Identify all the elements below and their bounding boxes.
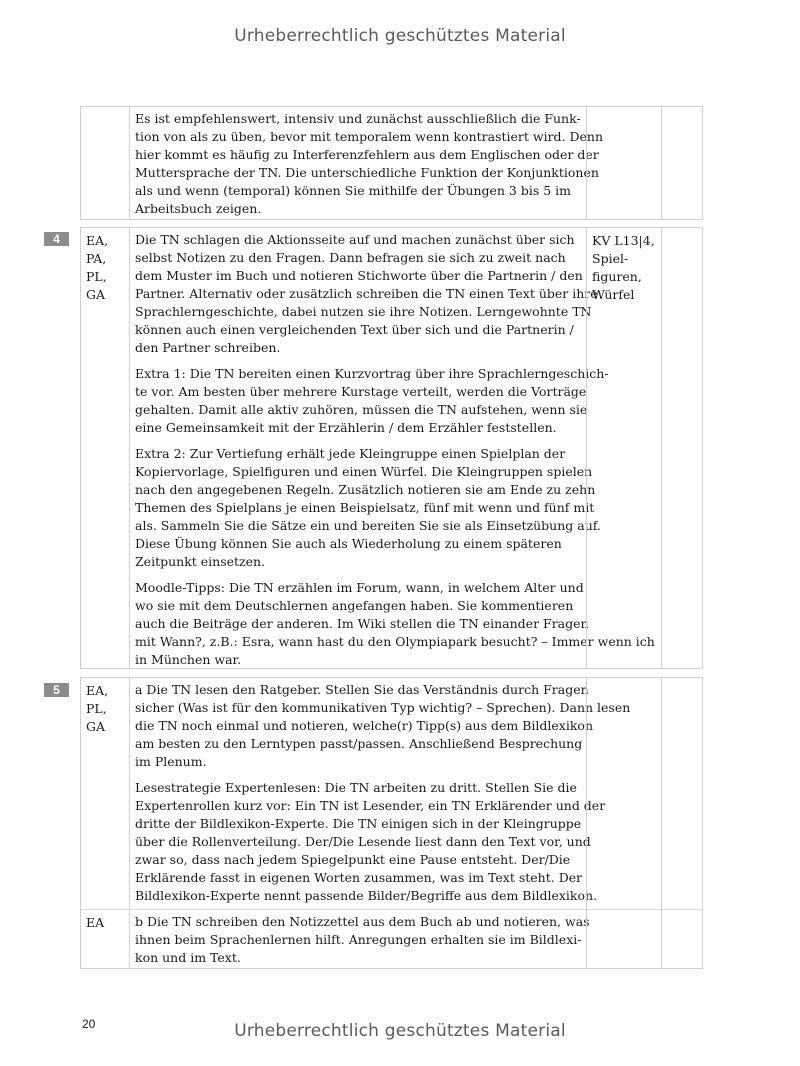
step4-extra-cell (661, 228, 703, 668)
text-line: Zeitpunkt einsetzen. (135, 554, 266, 569)
watermark-top: Urheberrechtlich geschütztes Material (234, 26, 566, 46)
text-line: nach den angegebenen Regeln. Zusätzlich notieren sie am Ende zu zehn (135, 482, 596, 497)
step4-forms-cell (81, 228, 129, 668)
social-form: EA, (86, 683, 109, 698)
step4-paragraph-moodle (135, 579, 655, 669)
text-line: a Die TN lesen den Ratgeber. Stellen Sie das Verständnis durch Fragen (135, 682, 589, 697)
step5a-extra-cell (661, 678, 703, 909)
step-number-4: 4 (44, 232, 69, 246)
step5-row-a (81, 678, 702, 909)
text-line: als. Sammeln Sie die Sätze ein und bereiten Sie sie als Einsetzübung auf. (135, 518, 601, 533)
text-line: zwar so, dass nach jedem Spiegelpunkt eine Pause entsteht. Der/Die (135, 852, 571, 867)
text-line: auch die Beiträge der anderen. Im Wiki stellen die TN einander Fragen (135, 616, 589, 631)
step4-materials-cell (586, 228, 661, 668)
material-item: Spiel- (592, 251, 629, 266)
text-line: te vor. Am besten über mehrere Kurstage verteilt, werden die Vorträge (135, 384, 587, 399)
intro-extra-cell (661, 107, 703, 219)
intro-text-cell (129, 107, 604, 219)
text-line: Extra 2: Zur Vertiefung erhält jede Kleingruppe einen Spielplan der (135, 446, 566, 461)
intro-materials-cell (586, 107, 661, 219)
step5a-forms-cell (81, 678, 129, 909)
material-item: KV L13|4, (592, 233, 655, 248)
text-line: Muttersprache der TN. Die unterschiedliche Funktion der Konjunktionen (135, 165, 599, 180)
text-line: hier kommt es häufig zu Interferenzfehlern aus dem Englischen oder der (135, 147, 599, 162)
text-line: den Partner schreiben. (135, 340, 281, 355)
intro-form-cell (81, 107, 129, 219)
material-item: Würfel (592, 287, 635, 302)
step5b-forms-cell (81, 910, 129, 968)
step4-paragraph-main (135, 231, 598, 357)
text-line: die TN noch einmal und notieren, welche(r) Tipp(s) aus dem Bildlexikon (135, 718, 594, 733)
text-line: b Die TN schreiben den Notizzettel aus dem Buch ab und notieren, was (135, 914, 590, 929)
step5-block (80, 677, 703, 969)
text-line: über die Rollenverteilung. Der/Die Lesende liest dann den Text vor, und (135, 834, 591, 849)
social-form: EA, (86, 233, 109, 248)
text-line: können auch einen vergleichenden Text über sich und die Partnerin / (135, 322, 574, 337)
text-line: Arbeitsbuch zeigen. (135, 201, 262, 216)
step5a-paragraph-strategy (135, 779, 606, 905)
text-line: Lesestrategie Expertenlesen: Die TN arbeiten zu dritt. Stellen Sie die (135, 780, 577, 795)
step-number-5: 5 (44, 683, 69, 697)
text-line: Extra 1: Die TN bereiten einen Kurzvortrag über ihre Sprachlerngeschich- (135, 366, 609, 381)
text-line: kon und im Text. (135, 950, 241, 965)
text-line: Partner. Alternativ oder zusätzlich schreiben die TN einen Text über ihre (135, 286, 598, 301)
text-line: mit Wann?, z.B.: Esra, wann hast du den Olympiapark besucht? – Immer wenn ich (135, 634, 655, 649)
text-line: eine Gemeinsamkeit mit der Erzählerin / dem Erzähler feststellen. (135, 420, 557, 435)
text-line: sicher (Was ist für den kommunikativen Typ wichtig? – Sprechen). Dann lesen (135, 700, 631, 715)
text-line: Es ist empfehlenswert, intensiv und zunächst ausschließlich die Funk- (135, 111, 581, 126)
step5a-paragraph-main (135, 681, 631, 771)
text-line: Expertenrollen kurz vor: Ein TN ist Lesender, ein TN Erklärender und der (135, 798, 606, 813)
step4-paragraph-extra1 (135, 365, 609, 437)
text-line: am besten zu den Lerntypen passt/passen. Anschließend Besprechung (135, 736, 583, 751)
intro-block (80, 106, 703, 220)
text-line: Moodle-Tipps: Die TN erzählen im Forum, wann, in welchem Alter und (135, 580, 584, 595)
social-form: GA (86, 287, 106, 302)
social-form: PA, (86, 251, 107, 266)
text-line: Sprachlerngeschichte, dabei nutzen sie ihre Notizen. Lerngewohnte TN (135, 304, 592, 319)
text-line: wo sie mit dem Deutschlernen angefangen haben. Sie kommentieren (135, 598, 574, 613)
text-line: als und wenn (temporal) können Sie mithilfe der Übungen 3 bis 5 im (135, 183, 572, 198)
text-line: dem Muster im Buch und notieren Stichworte über die Partnerin / den (135, 268, 583, 283)
social-form: EA (86, 915, 105, 930)
step5b-text-cell (129, 910, 590, 968)
text-line: in München war. (135, 652, 242, 667)
social-form: GA (86, 719, 106, 734)
text-line: dritte der Bildlexikon-Experte. Die TN einigen sich in der Kleingruppe (135, 816, 582, 831)
step4-paragraph-extra2 (135, 445, 601, 571)
text-line: Diese Übung können Sie auch als Wiederholung zu einem späteren (135, 536, 562, 551)
text-line: ihnen beim Sprachenlernen hilft. Anregungen erhalten sie im Bildlexi- (135, 932, 582, 947)
text-line: gehalten. Damit alle aktiv zuhören, müssen die TN aufstehen, wenn sie (135, 402, 588, 417)
step5a-materials-cell (586, 678, 661, 909)
social-form: PL, (86, 701, 107, 716)
social-form: PL, (86, 269, 107, 284)
step5a-text-cell (129, 678, 631, 909)
text-line: Kopiervorlage, Spielfiguren und einen Würfel. Die Kleingruppen spielen (135, 464, 593, 479)
text-line: im Plenum. (135, 754, 207, 769)
text-line: Die TN schlagen die Aktionsseite auf und machen zunächst über sich (135, 232, 575, 247)
step5b-materials-cell (586, 910, 661, 968)
step5b-paragraph (135, 913, 590, 967)
page-number: 20 (82, 1017, 96, 1031)
text-line: Themen des Spielplans je einen Beispielsatz, fünf mit wenn und fünf mit (135, 500, 595, 515)
text-line: Bildlexikon-Experte nennt passende Bilder/Begriffe aus dem Bildlexikon. (135, 888, 598, 903)
watermark-bottom: Urheberrechtlich geschütztes Material (234, 1021, 566, 1041)
step4-block (80, 227, 703, 669)
step5b-extra-cell (661, 910, 703, 968)
text-line: tion von als zu üben, bevor mit temporalem wenn kontrastiert wird. Denn (135, 129, 604, 144)
step5-row-b (81, 910, 702, 968)
text-line: Erklärende fasst in eigenen Worten zusammen, was im Text steht. Der (135, 870, 583, 885)
material-item: figuren, (592, 269, 642, 284)
text-line: selbst Notizen zu den Fragen. Dann befragen sie sich zu zweit nach (135, 250, 566, 265)
